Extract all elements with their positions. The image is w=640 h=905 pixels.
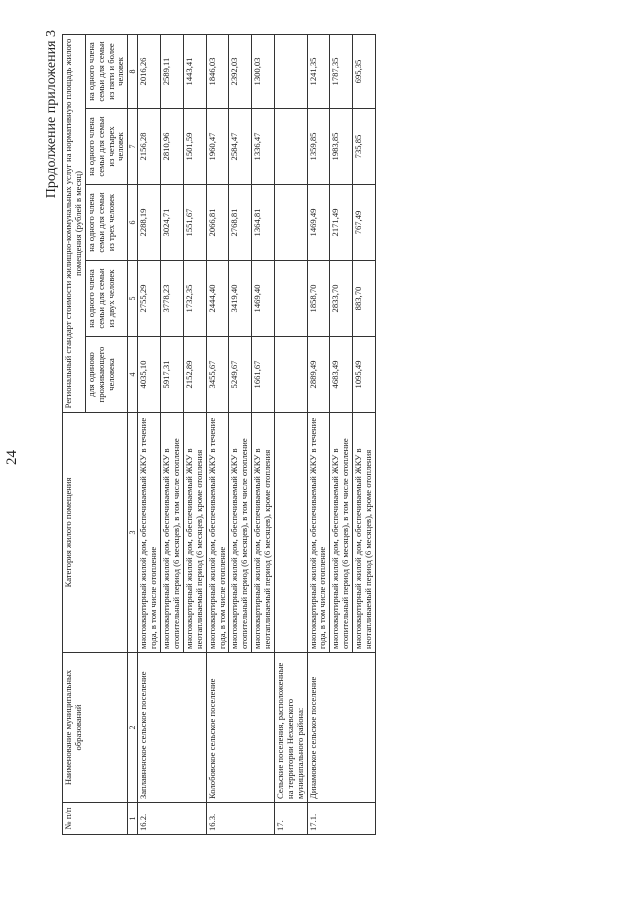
cost-value: 2171,49 (330, 185, 353, 261)
cost-value: 1551,67 (183, 185, 206, 261)
cost-value: 2288,19 (138, 185, 161, 261)
empty-cell (274, 413, 307, 653)
column-index: 5 (128, 261, 138, 337)
table-row (274, 34, 307, 834)
housing-category: многоквартирный жилой дом, обеспечиваемый ЖКУ в неотапливаемый период (6 месяцев), кроме отопления (353, 413, 376, 653)
municipality-name: Заплавненское сельское поселение (138, 653, 206, 803)
cost-value: 4035,10 (138, 337, 161, 413)
cost-value: 5249,67 (229, 337, 252, 413)
cost-value: 767,49 (353, 185, 376, 261)
municipality-name: Динамовское сельское поселение (307, 653, 375, 803)
cost-value: 1501,59 (183, 109, 206, 185)
column-index: 2 (128, 653, 138, 803)
cost-value: 5917,31 (161, 337, 184, 413)
housing-category: многоквартирный жилой дом, обеспечиваемый ЖКУ в течение года, в том числе отопление (138, 413, 161, 653)
housing-category: многоквартирный жилой дом, обеспечиваемый ЖКУ в неотапливаемый период (6 месяцев), кроме отопления (252, 413, 275, 653)
cost-value: 1787,35 (330, 34, 353, 108)
cost-value: 1364,81 (252, 185, 275, 261)
cost-value: 2016,26 (138, 34, 161, 108)
column-index: 4 (128, 337, 138, 413)
cost-value: 1661,67 (252, 337, 275, 413)
header-three: на одного члена семьи для семьи из трех человек (85, 185, 128, 261)
header-no: № п/п (63, 803, 128, 835)
header-two: на одного члена семьи для семьи из двух человек (85, 261, 128, 337)
housing-category: многоквартирный жилой дом, обеспечиваемый ЖКУ в отопительный период (6 месяцев), в том числе отопление (229, 413, 252, 653)
cost-value: 2392,03 (229, 34, 252, 108)
row-number: 17.1. (307, 803, 375, 835)
cost-value: 2444,40 (206, 261, 229, 337)
row-number: 16.3. (206, 803, 274, 835)
header-standard: Региональный стандарт стоимости жилищно-коммунальных услуг на нормативную площадь жилого помещения (рублей в месяц) (63, 34, 86, 412)
cost-value: 1983,85 (330, 109, 353, 185)
column-index: 3 (128, 413, 138, 653)
table-body (138, 34, 375, 834)
municipality-name: Сельские поселения, расположенные на территории Нехаевского муниципального района: (274, 653, 307, 803)
cost-value: 4683,49 (330, 337, 353, 413)
page-number: 24 (4, 450, 20, 465)
header-name: Наименование муниципальных образований (63, 653, 128, 803)
cost-value: 883,70 (353, 261, 376, 337)
column-index: 1 (128, 803, 138, 835)
header-single: для одиноко проживающего человека (85, 337, 128, 413)
row-number: 17. (274, 803, 307, 835)
housing-category: многоквартирный жилой дом, обеспечиваемый ЖКУ в отопительный период (6 месяцев), в том числе отопление (330, 413, 353, 653)
cost-value: 2156,28 (138, 109, 161, 185)
header-five: на одного члена семьи для семьи из пяти и более человек (85, 34, 128, 108)
empty-cell (274, 261, 307, 337)
cost-value: 2810,96 (161, 109, 184, 185)
cost-value: 1960,47 (206, 109, 229, 185)
cost-value: 735,85 (353, 109, 376, 185)
housing-category: многоквартирный жилой дом, обеспечиваемый ЖКУ в неотапливаемый период (6 месяцев), кроме отопления (183, 413, 206, 653)
header-four: на одного члена семьи для семьи из четырех человек (85, 109, 128, 185)
cost-value: 1443,41 (183, 34, 206, 108)
cost-value: 2889,49 (307, 337, 330, 413)
empty-cell (274, 185, 307, 261)
empty-cell (274, 337, 307, 413)
table-row (138, 34, 161, 834)
cost-value: 3455,67 (206, 337, 229, 413)
cost-value: 2589,11 (161, 34, 184, 108)
cost-value: 2152,89 (183, 337, 206, 413)
cost-value: 1241,35 (307, 34, 330, 108)
housing-category: многоквартирный жилой дом, обеспечиваемый ЖКУ в отопительный период (6 месяцев), в том числе отопление (161, 413, 184, 653)
empty-cell (274, 109, 307, 185)
column-index: 6 (128, 185, 138, 261)
cost-value: 1732,35 (183, 261, 206, 337)
table-row (307, 34, 330, 834)
cost-value: 3419,40 (229, 261, 252, 337)
housing-cost-table (62, 34, 376, 835)
cost-value: 2066,81 (206, 185, 229, 261)
cost-value: 2584,47 (229, 109, 252, 185)
appendix-note: Продолжение приложения 3 (44, 30, 59, 199)
column-index-row (128, 34, 138, 834)
cost-value: 2755,29 (138, 261, 161, 337)
table-row (206, 34, 229, 834)
cost-value: 3778,23 (161, 261, 184, 337)
cost-value: 1359,85 (307, 109, 330, 185)
cost-value: 1469,49 (307, 185, 330, 261)
housing-category: многоквартирный жилой дом, обеспечиваемый ЖКУ в течение года, в том числе отопление (206, 413, 229, 653)
cost-value: 1336,47 (252, 109, 275, 185)
housing-category: многоквартирный жилой дом, обеспечиваемый ЖКУ в течение года, в том числе отопление (307, 413, 330, 653)
cost-value: 2833,70 (330, 261, 353, 337)
cost-value: 1300,03 (252, 34, 275, 108)
cost-value: 3024,71 (161, 185, 184, 261)
municipality-name: Колобовское сельское поселение (206, 653, 274, 803)
cost-value: 1469,40 (252, 261, 275, 337)
empty-cell (274, 34, 307, 108)
cost-value: 1095,49 (353, 337, 376, 413)
column-index: 7 (128, 109, 138, 185)
cost-value: 1846,03 (206, 34, 229, 108)
cost-value: 1858,70 (307, 261, 330, 337)
cost-value: 695,35 (353, 34, 376, 108)
header-category: Категория жилого помещения (63, 413, 128, 653)
cost-value: 2768,81 (229, 185, 252, 261)
row-number: 16.2. (138, 803, 206, 835)
column-index: 8 (128, 34, 138, 108)
